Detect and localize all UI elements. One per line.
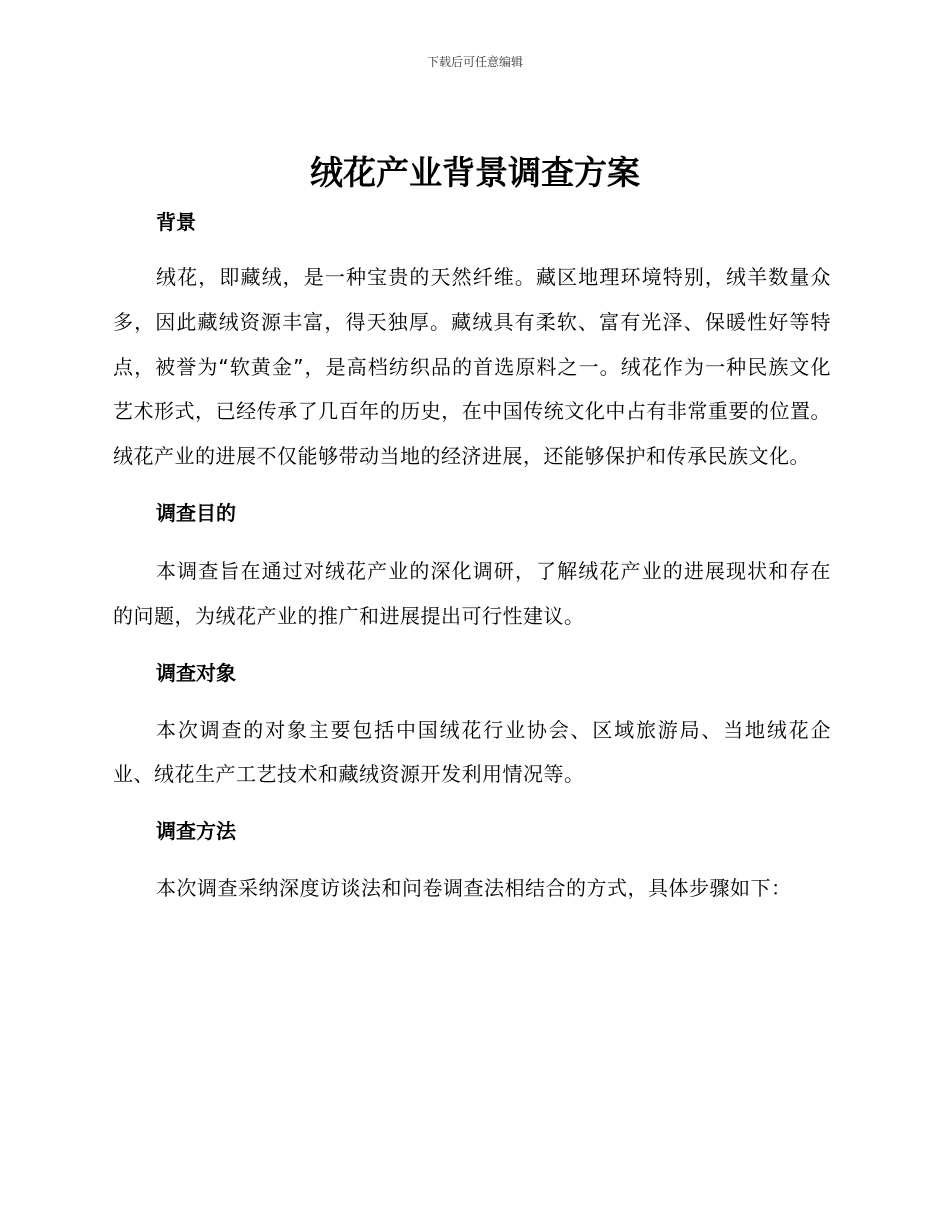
document-body (113, 200, 831, 911)
section-heading-method: 调查方法 (156, 819, 236, 844)
section-heading-purpose: 调查目的 (156, 500, 236, 525)
section-paragraph-object: 本次调查的对象主要包括中国绒花行业协会、区域旅游局、当地绒花企业、绒花生产工艺技术和藏绒资源开发利用情况等。 (113, 717, 831, 787)
document-title: 绒花产业背景调查方案 (310, 153, 640, 192)
section-paragraph-purpose: 本调查旨在通过对绒花产业的深化调研，了解绒花产业的进展现状和存在的问题，为绒花产业的推广和进展提出可行性建议。 (113, 558, 831, 628)
section-paragraph-method: 本次调查采纳深度访谈法和问卷调查法相结合的方式，具体步骤如下： (156, 876, 792, 901)
section-heading-object: 调查对象 (156, 660, 236, 685)
section-paragraph-background: 绒花，即藏绒，是一种宝贵的天然纤维。藏区地理环境特别，绒羊数量众多，因此藏绒资源丰富，得天独厚。藏绒具有柔软、富有光泽、保暖性好等特点，被誉为“软黄金”，是高档纺织品的首选原料之一。绒花作为一种民族文化艺术形式，已经传承了几百年的历史，在中国传统文化中占有非常重要的位置。绒花产业的进展不仅能够带动当地的经济进展，还能够保护和传承民族文化。 (113, 265, 831, 469)
page-header-note: 下载后可任意编辑 (426, 55, 523, 69)
section-heading-background: 背景 (156, 210, 196, 234)
